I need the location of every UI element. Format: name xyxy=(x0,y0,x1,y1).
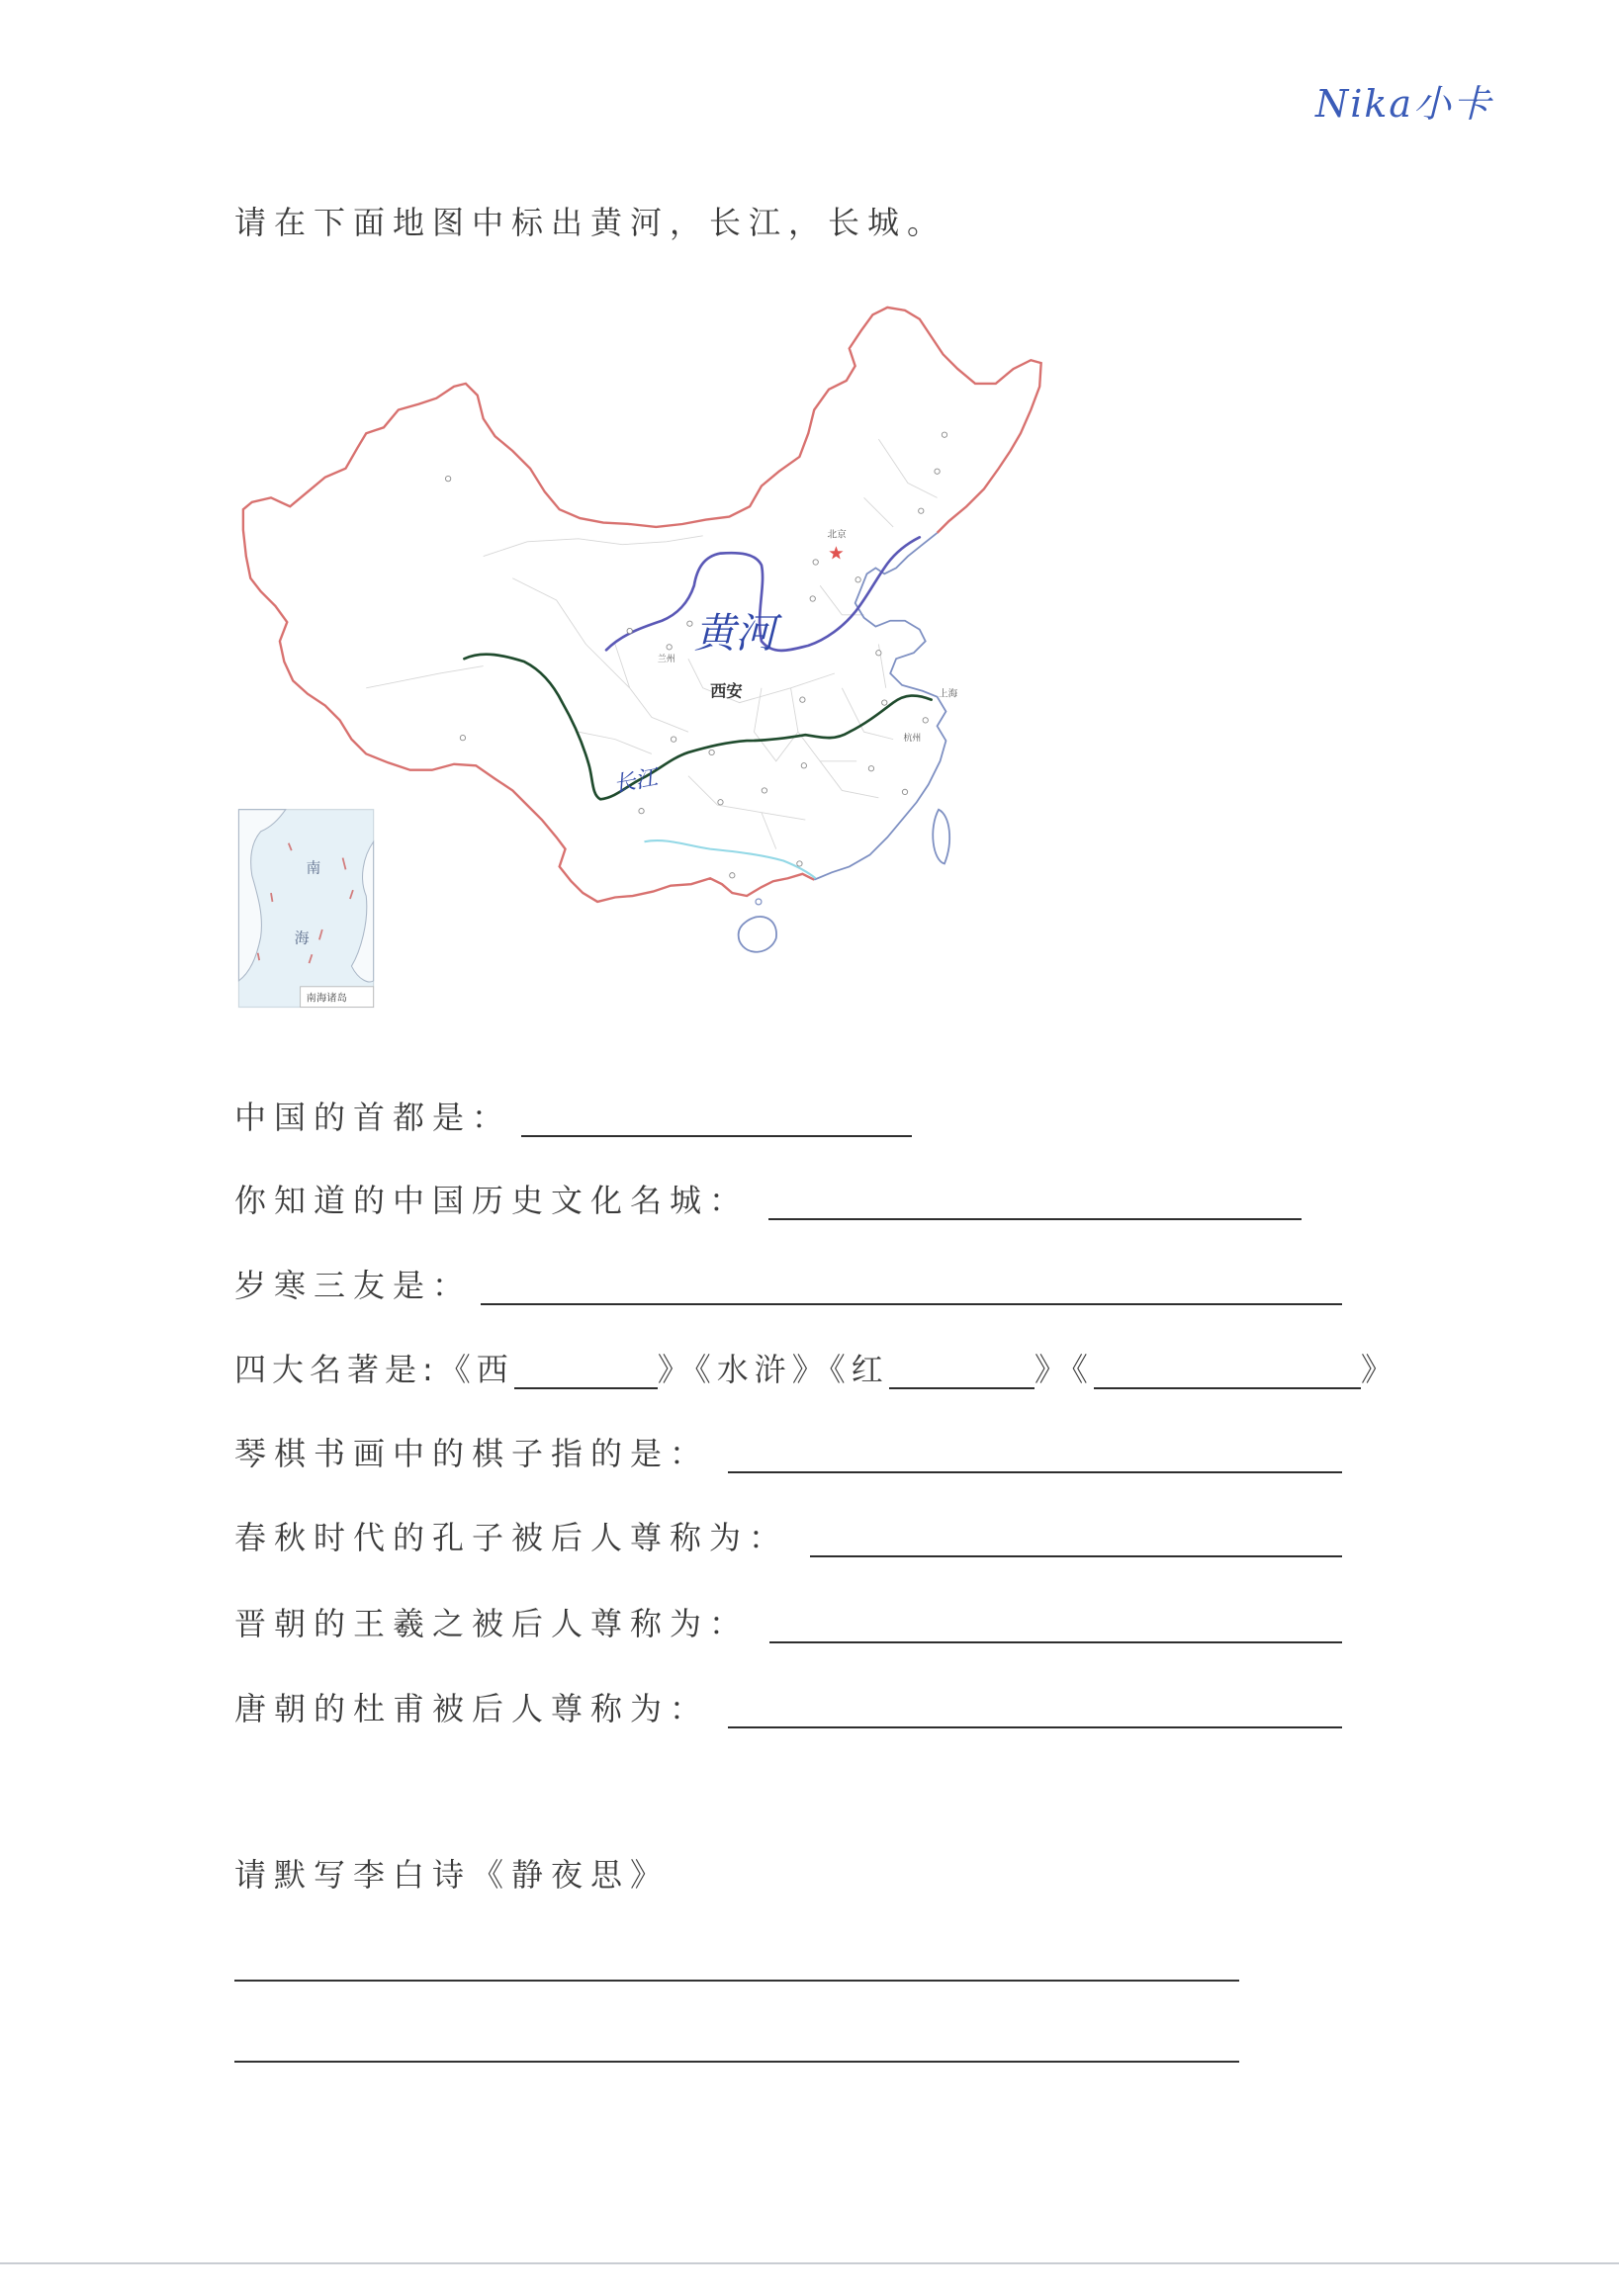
province-border xyxy=(484,536,703,557)
city-marker xyxy=(942,432,946,437)
question-row xyxy=(234,1181,1302,1220)
province-border xyxy=(762,813,776,849)
question-text: 你知道的中国历史文化名城： xyxy=(234,1182,750,1219)
province-border xyxy=(512,578,629,688)
question-text: 琴棋书画中的棋子指的是： xyxy=(234,1435,710,1472)
city-marker xyxy=(868,766,873,771)
city-marker xyxy=(902,789,907,794)
province-border xyxy=(366,666,483,688)
poem-answer-line xyxy=(234,1980,1239,1982)
question-text: 》 xyxy=(1360,1351,1398,1388)
answer-line xyxy=(514,1350,658,1389)
hainan-island xyxy=(739,917,776,952)
province-border xyxy=(755,688,798,761)
city-marker xyxy=(460,735,465,740)
small-island xyxy=(756,899,762,905)
city-marker xyxy=(639,808,644,813)
province-border xyxy=(878,439,937,497)
city-marker xyxy=(709,750,714,754)
label-hangzhou: 杭州 xyxy=(903,734,922,745)
question-text: 》《水浒》《红 xyxy=(657,1351,889,1388)
city-marker xyxy=(797,861,802,866)
question-row xyxy=(234,1266,1342,1305)
city-marker xyxy=(671,737,675,742)
answer-line xyxy=(889,1350,1034,1389)
label-xian: 西安 xyxy=(710,681,743,701)
answer-line xyxy=(1094,1350,1361,1389)
city-marker xyxy=(876,651,881,656)
inset-sea-label-bottom: 海 xyxy=(294,929,310,947)
question-row xyxy=(234,1604,1342,1643)
city-marker xyxy=(935,469,940,474)
question-row xyxy=(234,1518,1342,1557)
city-marker xyxy=(882,700,887,705)
answer-line xyxy=(769,1604,1342,1643)
inset-caption: 南海诸岛 xyxy=(306,992,347,1005)
city-marker xyxy=(855,577,860,582)
answer-line xyxy=(728,1434,1342,1473)
label-lanzhou: 兰州 xyxy=(657,655,675,665)
handwritten-yangtze: 长江 xyxy=(611,764,660,798)
province-border xyxy=(864,497,894,527)
answer-line xyxy=(768,1181,1302,1220)
answer-line xyxy=(810,1518,1342,1557)
question-text: 四大名著是:《西 xyxy=(234,1351,514,1388)
map-instruction: 请在下面地图中标出黄河，长江，长城。 xyxy=(234,204,947,241)
handwritten-name: Nika小卡 xyxy=(1315,82,1493,126)
city-marker xyxy=(919,508,924,513)
province-border xyxy=(579,732,652,753)
page-bottom-edge xyxy=(0,2262,1619,2264)
question-text: 岁寒三友是： xyxy=(234,1267,473,1304)
city-marker xyxy=(627,628,632,633)
province-border xyxy=(615,644,688,732)
city-marker xyxy=(687,621,692,626)
poem-answer-line xyxy=(234,2061,1239,2063)
city-marker xyxy=(667,645,672,650)
south-china-sea-inset xyxy=(238,810,373,1008)
question-text: 》《 xyxy=(1034,1351,1094,1388)
inset-sea-label-top: 南 xyxy=(306,859,321,877)
city-marker xyxy=(762,788,766,793)
question-row xyxy=(234,1689,1342,1728)
city-marker xyxy=(923,718,928,723)
question-row xyxy=(234,1434,1342,1473)
answer-line xyxy=(481,1266,1342,1305)
province-border xyxy=(688,776,805,820)
question-row-four-classics xyxy=(234,1350,1398,1389)
city-marker xyxy=(801,763,806,768)
question-text: 唐朝的杜甫被后人尊称为： xyxy=(234,1690,710,1727)
city-marker xyxy=(730,873,735,878)
beijing-star-marker xyxy=(829,546,843,559)
question-row xyxy=(234,1098,912,1137)
question-text: 晋朝的王羲之被后人尊称为： xyxy=(234,1605,750,1642)
city-marker xyxy=(718,800,723,805)
coastline xyxy=(814,533,945,880)
city-marker xyxy=(445,476,450,481)
label-shanghai: 上海 xyxy=(939,688,958,700)
taiwan-island xyxy=(933,810,949,864)
answer-line xyxy=(728,1689,1342,1728)
handwritten-yellow-river: 黄河 xyxy=(693,609,776,658)
city-marker xyxy=(800,697,805,702)
city-marker xyxy=(810,596,815,601)
city-marker xyxy=(813,560,818,565)
question-text: 春秋时代的孔子被后人尊称为： xyxy=(234,1519,789,1556)
china-map xyxy=(234,293,1054,1017)
question-text: 中国的首都是： xyxy=(234,1099,512,1136)
label-beijing: 北京 xyxy=(827,529,847,541)
pearl-river xyxy=(645,840,816,878)
answer-line xyxy=(521,1098,912,1137)
poem-prompt: 请默写李白诗《静夜思》 xyxy=(234,1856,671,1894)
